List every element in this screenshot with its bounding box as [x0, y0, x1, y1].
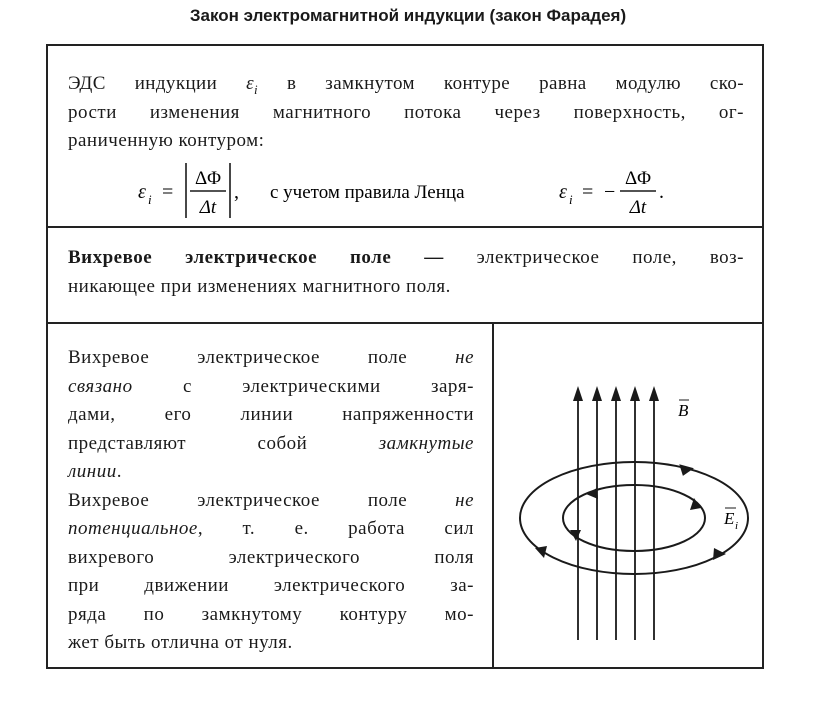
definition-section [48, 226, 762, 324]
text-fragment: с электрическими заря- [132, 375, 474, 397]
definition-line: никающее при изменениях магнитного поля. [68, 275, 451, 297]
text-line: ЭДС индукции [68, 73, 218, 94]
arrowhead [586, 488, 598, 499]
text-fragment: , т. е. работа сил [197, 518, 474, 539]
property-line [68, 458, 474, 487]
emf-symbol-left: ε [138, 181, 146, 203]
text-fragment: Вихревое электрическое поле [68, 347, 456, 368]
definition-term: Вихревое электрическое поле [68, 247, 392, 268]
text-fragment: ряда по замкнутому контуру мо- [68, 603, 474, 625]
eddy-field-diagram [494, 322, 762, 667]
property-line [68, 572, 474, 601]
info-card [46, 44, 764, 669]
property-line [68, 629, 474, 658]
fraction-denominator-right: Δt [629, 197, 647, 218]
arrowhead [611, 386, 621, 401]
emphasis-text: не [455, 347, 474, 368]
e-field-label: E [724, 509, 735, 528]
lenz-text: с учетом правила Ленца [270, 182, 465, 203]
emphasis-text: связано [68, 375, 133, 397]
faraday-law-text [68, 70, 744, 156]
comma: , [234, 181, 239, 203]
e-field-subscript: i [735, 520, 739, 532]
emf-subscript-left: i [148, 192, 152, 207]
fraction-numerator-right: ΔΦ [624, 168, 652, 189]
end-dot: . [659, 181, 664, 203]
definition-line: электрическое поле, воз- [476, 247, 745, 268]
definition-text [68, 244, 744, 301]
text-fragment: при движении электрического за- [68, 575, 474, 596]
b-field-label: B [678, 401, 689, 420]
equals-sign-right: = [582, 181, 594, 203]
property-line [68, 373, 474, 402]
arrowhead [592, 386, 602, 401]
text-fragment: дами, его линии напряженности [68, 404, 474, 425]
property-line [68, 515, 474, 544]
b-field-arrowheads [573, 386, 659, 401]
properties-text-column [48, 322, 494, 667]
arrowhead [713, 548, 726, 560]
definition-dash: — [424, 247, 444, 268]
arrowhead [679, 462, 695, 476]
text-fragment: вихревого электрического поля [68, 546, 474, 568]
faraday-law-section [48, 46, 762, 228]
fraction-numerator: ΔΦ [194, 168, 222, 189]
text-line: в замкнутом контуре равна модулю ско- [286, 73, 744, 94]
emf-symbol-right: ε [559, 181, 567, 203]
emphasis-text: не [455, 489, 474, 511]
arrowhead [630, 386, 640, 401]
property-line [68, 544, 474, 573]
arrowhead [649, 386, 659, 401]
text-line: рости изменения магнитного потока через поверхность, ог- [68, 101, 744, 123]
text-fragment: Вихревое электрическое поле [68, 489, 456, 511]
arrowhead [573, 386, 583, 401]
property-line [68, 487, 474, 516]
property-line [68, 344, 474, 373]
property-line [68, 601, 474, 630]
text-fragment: . [116, 461, 122, 482]
emphasis-text: замкнутые [378, 432, 474, 454]
equals-sign: = [162, 181, 174, 203]
fraction-denominator: Δt [199, 197, 217, 218]
faraday-formula [48, 160, 762, 222]
arrowhead [535, 546, 547, 558]
properties-section [48, 322, 762, 667]
property-line [68, 430, 474, 459]
minus-sign: − [604, 181, 616, 203]
emphasis-text: потенциальное [68, 518, 198, 539]
b-field-lines [578, 394, 654, 640]
emphasis-text: линии [68, 461, 117, 482]
property-line [68, 401, 474, 430]
inner-field-loop [563, 485, 705, 551]
diagram-column [494, 322, 762, 667]
properties-text [68, 344, 474, 658]
formula-row [48, 160, 762, 222]
text-fragment: жет быть отлична от нуля. [68, 632, 293, 653]
text-line: раниченную контуром: [68, 130, 265, 151]
text-fragment: представляют собой [68, 432, 379, 454]
emf-subscript-right: i [569, 192, 573, 207]
page-title: Закон электромагнитной индукции (закон Фарадея) [189, 6, 627, 25]
emf-symbol: $\varepsilon_i$ [246, 73, 259, 97]
